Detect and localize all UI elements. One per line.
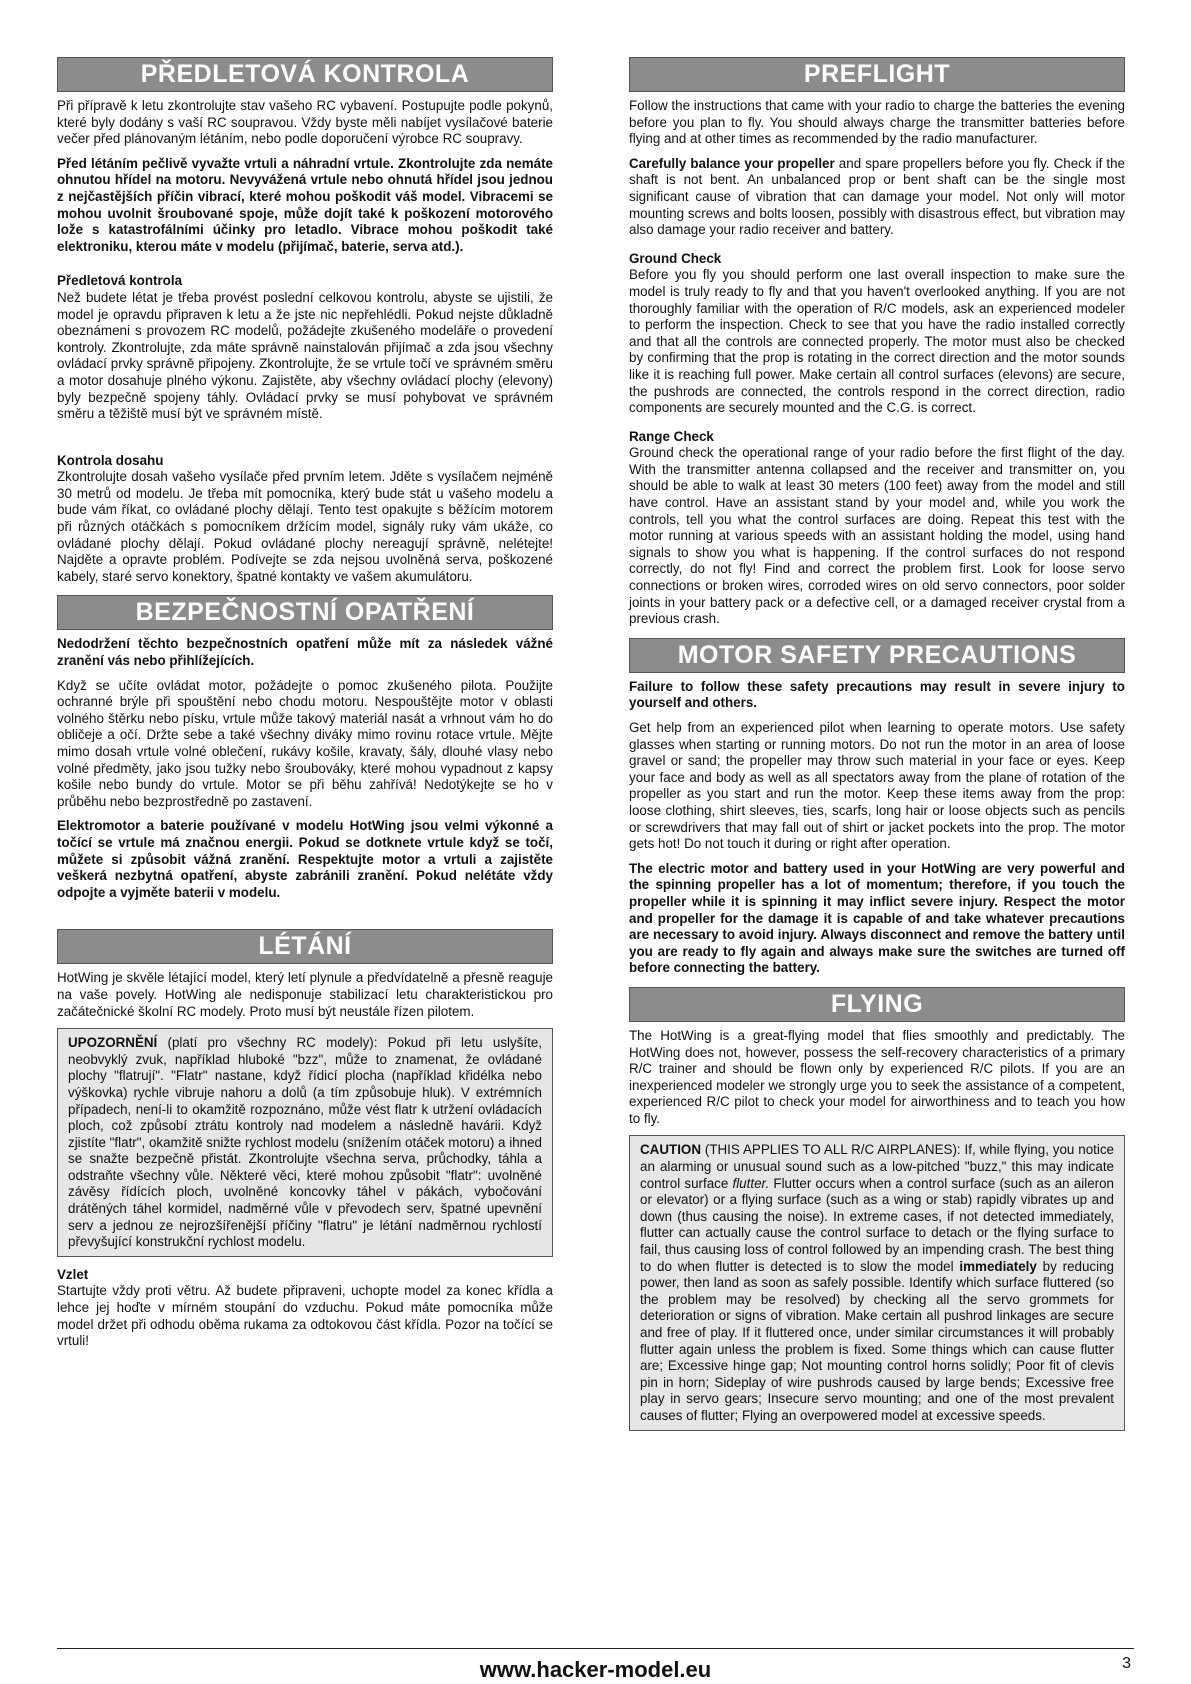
range-check-text-cz: Zkontrolujte dosah vašeho vysílače před prvním letem. Jděte s vysílačem nejméně 30 metrů od modelu. Je třeba mít pomocníka, který bude stát u vašeho modelu a bude vám říkat, co ovládané plochy dělají. Tento test opakujte s běžícím motorem při různých otáčkách s pomocníkem držícím model, signály ruky vám ukáže, co ovládané plochy dělají. Pokud ovládané plochy nereagují správně, nelétejte! Najděte a opravte problém. Podívejte se zda nejsou uvolněná serva, poškozené kabely, staré servo konektory, špatné kontakty ve vašem akumulátoru. (57, 469, 553, 584)
caution-text-3-en: by reducing power, then land as soon as safely possible. Identify which surface fluttered (so the problem may be resolved) by checking all the servo grommets for deterioration or signs of vibration. Make certain all pushrod linkages are secure and free of play. If it fluttered once, under similar circumstances it will probably flutter again unless the problem is fixed. Some things which can cause flutter are; Excessive hinge gap; Not mounting control horns solidly; Poor fit of clevis pin in horn; Sideplay of wire pushrods caused by large bends; Excessive free play in servo gears; Insecure servo mounting; and one of the most prevalent causes of flutter; Flying an overpowered model at excessive speeds. (640, 1258, 1114, 1423)
caution-paragraph-en (640, 1142, 1114, 1424)
caution-label-en: CAUTION (640, 1142, 701, 1158)
caution-text-1-en: (THIS APPLIES TO ALL R/C AIRPLANES): If, while flying, you notice an alarming or unusual sound such as a low-pitched "buzz," this may indicate control surface (640, 1142, 1114, 1191)
ground-check-text-cz: Než budete létat je třeba provést poslední celkovou kontrolu, abyste se ujistili, že model je opravdu připraven k letu a že jste nic nepřehlédli. Pokud nejste důkladně obeznámeni s provozem RC modelů, požádejte zkušeného modeláře o provedení kontroly. Zkontrolujte, zda máte správně nainstalován přijímač a zda jsou všechny ovládací prvky správně připojeny. Zkontrolujte, že se vrtule točí ve správném směru a motor dosahuje plného výkonu. Zajistěte, aby všechny ovládací plochy (elevony) byly bezpečně spojeny táhly. Ovládací prvky se musí pohybovat ve správném směru a těžiště musí být ve správném místě. (57, 289, 553, 422)
caution-immediately-en: immediately (959, 1258, 1037, 1274)
launch-text-cz: Startujte vždy proti větru. Až budete připraveni, uchopte model za konec křídla a lehce jej hoďte v mírném stoupání do vzduchu. Pokud máte pomocníka může model držet při odhodu oběma rukama za odtokovou část křídla. Pozor na točící se vrtuli! (57, 1283, 553, 1349)
english-column (629, 57, 1125, 1441)
preflight-banner-en: PREFLIGHT (629, 57, 1125, 92)
range-check-heading-cz: Kontrola dosahu (57, 452, 164, 468)
warning-label-cz: UPOZORNĚNÍ (68, 1035, 158, 1051)
motor-warning-en: The electric motor and battery used in your HotWing are very powerful and the spinning propeller has a lot of momentum; therefore, if you touch the propeller while it is spinning it may inflict severe injury. Respect the motor and propeller for the damage it is capable of and take whatever precautions are necessary to avoid injury. Always disconnect and remove the battery until you are ready to fly again and always make sure the switches are turned off before connecting the battery. (629, 860, 1125, 976)
flying-banner-cz: LÉTÁNÍ (57, 929, 553, 964)
warning-text-cz: (platí pro všechny RC modely): Pokud při letu uslyšíte, neobvyklý zvuk, například hluboké "bzz", může to znamenat, že ovládané plochy "flatrují". "Flatr" nastane, když řídicí plocha (například křidélka nebo výškovka) rychle vibruje nahoru a dolů (a tím způsobuje hluk). V extrémních případech, není-li to okamžitě rozpoznáno, může vést flatr k utržení ovládacích ploch, což způsobí ztrátu kontroly nad modelem a následně havárii. Když zjistíte "flatr", okamžitě snižte rychlost modelu (snížením otáček motoru) a ihned se snažte bezpečně přistát. Zkontrolujte všechna serva, průchodky, táhla a odstraňte všechny vůle. Některé věci, které mohou způsobit "flatr": uvolněné závěsy řídících ploch, uvolněné koncovky táhel v pákách, vybočování drátěných táhel kormidel, nadměrné vůle v převodech serv, špatné upevnění serv a jednou ze nejrozšířenější příčiny "flatru" je létání nadměrnou rychlostí převyšující konstrukční rychlost modelu. (68, 1035, 542, 1250)
flying-text-en: The HotWing is a great-flying model that flies smoothly and predictably. The HotWing does not, however, possess the self-recovery characteristics of a primary R/C trainer and should be flown only by experienced R/C pilots. If you are an inexperienced modeler we strongly urge you to seek the assistance of a competent, experienced R/C pilot to check your model for airworthiness and to teach you how to fly. (629, 1027, 1125, 1126)
ground-check-text-en: Before you fly you should perform one last overall inspection to make sure the model is truly ready to fly and that you haven't overlooked anything. If you are not thoroughly familiar with the operation of R/C models, ask an experienced modeler to perform the inspection. Check to see that you have the radio installed correctly and that all the controls are connected properly. The motor must also be checked by confirming that the prop is rotating in the correct direction and the motor sounds like it is reaching full power. Make certain all control surfaces (elevons) are secure, the pushrods are connected, the controls respond in the correct direction, radio components are securely mounted and the C.G. is correct. (629, 267, 1125, 416)
range-check-heading-en: Range Check (629, 428, 714, 444)
ground-check-heading-en: Ground Check (629, 250, 722, 266)
ground-check-heading-cz: Předletová kontrola (57, 273, 183, 289)
motor-warning-cz: Elektromotor a baterie používané v modelu HotWing jsou velmi výkonné a točící se vrtule má značnou energii. Pokud se dotknete vrtule když se točí, můžete si způsobit vážná zranění. Respektujte motor a vrtuli a zajistěte veškerá nezbytná opatření, abyste zabránili zranění. Pokud nelétáte vždy odpojte a vyjměte baterii v modelu. (57, 818, 553, 900)
caution-text-2-en: Flutter occurs when a control surface (such as an aileron or elevator) or a flying surface (such as a wing or stab) rapidly vibrates up and down (thus causing the noise). In extreme cases, if not detected immediately, flutter can actually cause the control surface to detach or the flying surface to fail, thus causing loss of control followed by an impending crash. The best thing to do when flutter is detected is to slow the model (640, 1175, 1114, 1274)
safety-warning-cz: Nedodržení těchto bezpečnostních opatření může mít za následek vážné zranění vás nebo přihlížejících. (57, 636, 553, 669)
caution-box-en (629, 1135, 1125, 1430)
flying-text-cz: HotWing je skvěle létající model, který letí plynule a předvídatelně a přesně reaguje na vaše povely. HotWing ale nedisponuje stabilizací letu charakteristickou pro začátečnické školní RC modely. Proto musí být neustále řízen pilotem. (57, 970, 553, 1019)
balance-paragraph-en (629, 156, 1125, 239)
safety-banner-cz: BEZPEČNOSTNÍ OPATŘENÍ (57, 595, 553, 630)
preflight-intro-en: Follow the instructions that came with your radio to charge the batteries the evening before you plan to fly. You should always charge the transmitter batteries before flying and at other times as recommended by the radio manufacturer. (629, 98, 1125, 147)
footer-url[interactable]: www.hacker-model.eu (479, 1657, 712, 1682)
safety-banner-en: MOTOR SAFETY PRECAUTIONS (629, 638, 1125, 673)
warning-paragraph-cz (68, 1035, 542, 1251)
safety-text-en: Get help from an experienced pilot when learning to operate motors. Use safety glasses when starting or running motors. Do not run the motor in an area of loose gravel or sand; the propeller may throw such material in your face or eyes. Keep your face and body as well as all spectators away from the plane of rotation of the propeller as you start and run the motor. Keep these items away from the prop: loose clothing, shirt sleeves, ties, scarfs, long hair or loose objects such as pencils or screwdrivers that may fall out of shirt or jacket pockets into the prop. The motor gets hot! Do not touch it during or right after operation. (629, 720, 1125, 852)
preflight-banner-cz: PŘEDLETOVÁ KONTROLA (57, 57, 553, 92)
warning-box-cz (57, 1028, 553, 1257)
range-check-text-en: Ground check the operational range of your radio before the first flight of the day. With the transmitter antenna collapsed and the receiver and transmitter on, you should be able to walk at least 30 meters (100 feet) away from the model and still have control. Have an assistant stand by your model and, while you work the controls, tell you what the control surfaces are doing. Repeat this test with the motor running at various speeds with an assistant holding the model, using hand signals to show you what is happening. If the control surfaces do not respond correctly, do not fly! Find and correct the problem first. Look for loose servo connections or broken wires, corroded wires on old servo connectors, poor solder joints in your battery pack or a defective cell, or a damaged receiver crystal from a previous crash. (629, 445, 1125, 627)
balance-paragraph-cz: Před létáním pečlivě vyvažte vrtuli a náhradní vrtule. Zkontrolujte zda nemáte ohnutou hřídel na motoru. Nevyvážená vrtule nebo ohnutá hřídel jsou jednou z nejčastějších příčin vibrací, které mohou poškodit váš model. Vibracemi se mohou uvolnit šroubované spoje, může dojít také k poškození motorového lože s katastrofálními účinky pro letadlo. Vibrace mohou poškodit také elektroniku, kterou máte v modelu (přijímač, baterie, serva atd.). (57, 155, 553, 254)
caution-flutter-en: flutter. (732, 1175, 770, 1191)
flying-banner-en: FLYING (629, 987, 1125, 1022)
page-number: 3 (1122, 1655, 1131, 1672)
balance-text-en: and spare propellers before you fly. Check if the shaft is not bent. An unbalanced prop or bent shaft can be the single most significant cause of vibration that can damage your model. Not only will motor mounting screws and bolts loosen, possibly with disastrous effect, but vibration may also damage your radio receiver and battery. (629, 155, 1125, 238)
launch-heading-cz: Vzlet (57, 1266, 89, 1282)
balance-bold-en: Carefully balance your propeller (629, 155, 835, 171)
safety-text-cz: Když se učíte ovládat motor, požádejte o pomoc zkušeného pilota. Použijte ochranné brýle při spouštění nebo chodu motoru. Nespouštějte motor v oblasti volného štěrku nebo písku, vrtule může takový materiál nasát a vrhnout vám ho do obličeje a očí. Držte sebe a také všechny diváky mimo rovinu rotace vrtule. Mějte mimo dosah vrtule volné oblečení, rukávy košile, kravaty, šály, dlouhé vlasy nebo volné předměty, jako jsou tužky nebo šroubováky, které mohou vypadnout z kapsy košile nebo bundy do vrtule. Motor se při běhu zahřívá! Nedotýkejte se ho v průběhu nebo bezprostředně po zastavení. (57, 677, 553, 809)
czech-column (57, 57, 553, 1358)
footer-divider (57, 1648, 1134, 1649)
preflight-intro-cz: Při přípravě k letu zkontrolujte stav vašeho RC vybavení. Postupujte podle pokynů, které byly dodány s vaší RC soupravou. Vždy byste měli nabíjet vysílačové baterie večer před plánovaným létáním, nebo podle doporučení výrobce RC soupravy. (57, 98, 553, 147)
safety-warning-en: Failure to follow these safety precautions may result in severe injury to yourself and others. (629, 678, 1125, 711)
